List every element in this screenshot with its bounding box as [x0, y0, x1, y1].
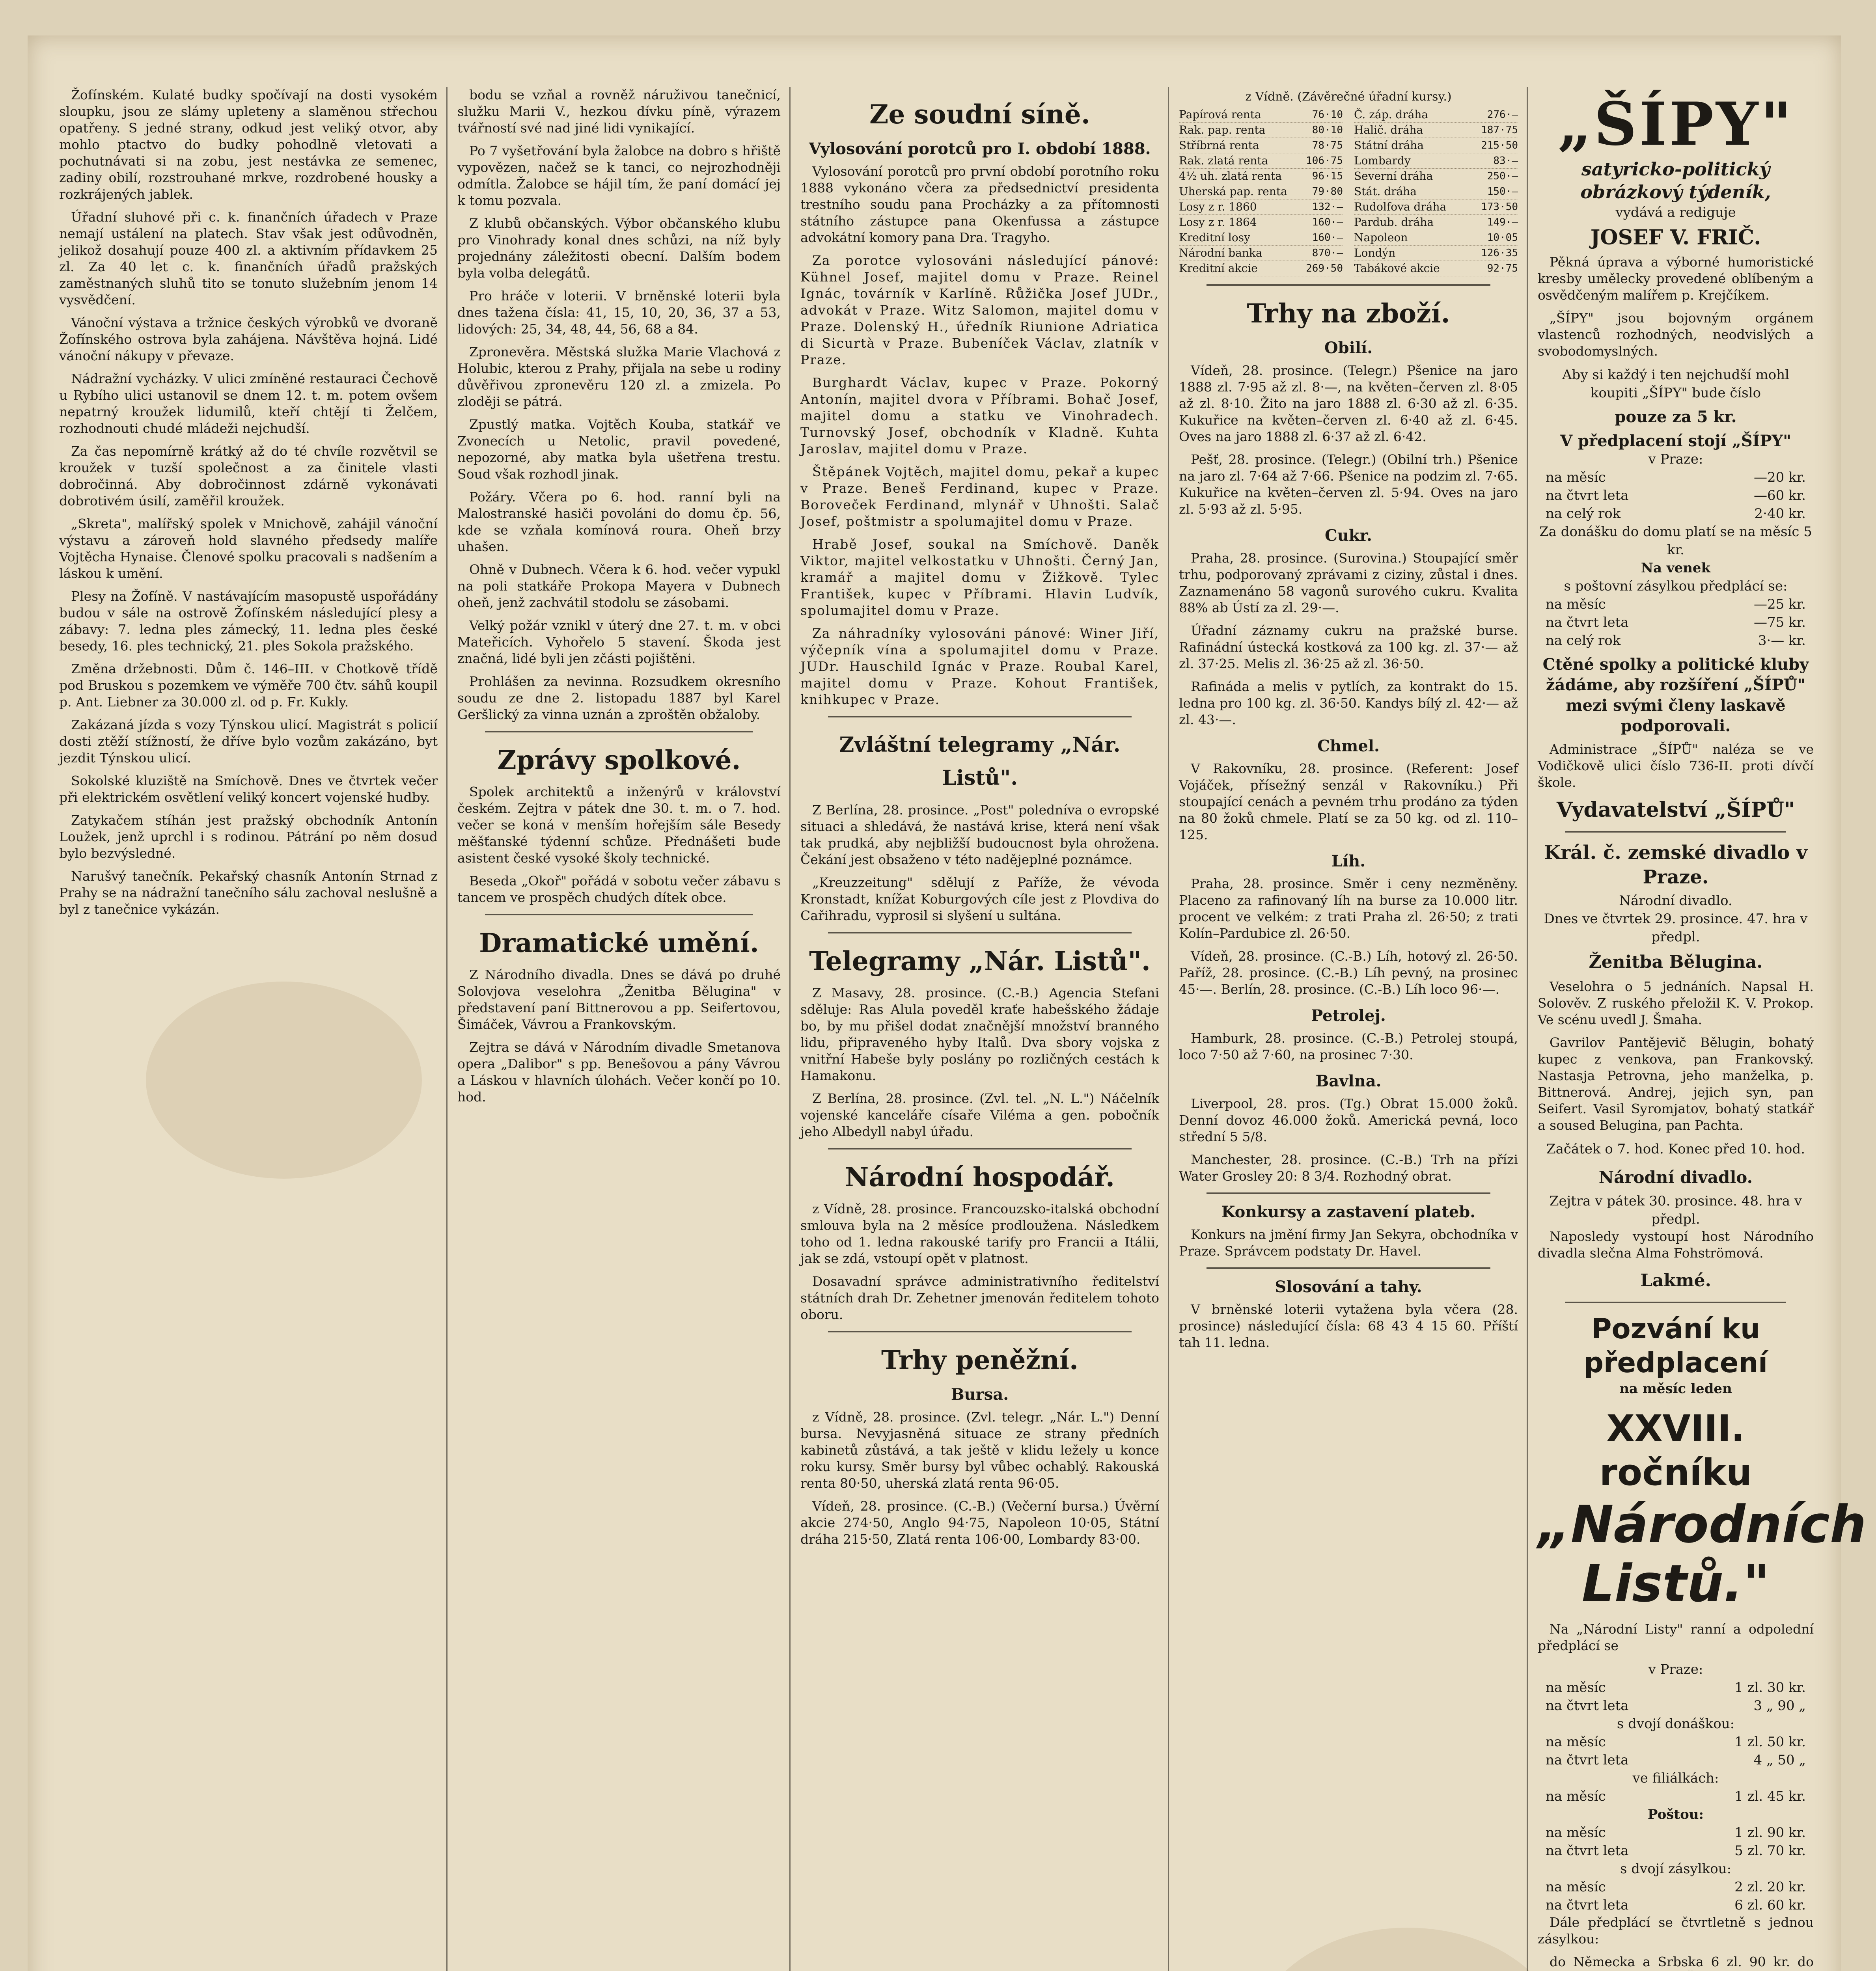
section-title-hospodar: Národní hospodář. [845, 1162, 1115, 1192]
article-subtitle: Petrolej. [1311, 1006, 1386, 1025]
subscribe-note: do Německa a Srbska 6 zl. 90 kr. do [1550, 1954, 1814, 1969]
article-paragraph: Pro hráče v loterii. V brněnské loterii byla dnes tažena čísla: 41, 15, 10, 20, 36, 37 a 53, lidových: 25, 34, 48, 44, 56, 68 a 84. [457, 288, 781, 337]
play-info: Veselohra o 5 jednáních. Napsal H. Solověv. Z ruského přeložil K. V. Prokop. Ve scénu uvedl J. Šmaha. [1538, 979, 1814, 1027]
rate-value: 173·50 [1481, 201, 1518, 213]
price-period: na celý rok [1546, 633, 1621, 648]
ad-paragraph: Pěkná úprava a výborné humoristické kresby umělecky provedené oblíbeným a osvědčeným malířem p. Krejčíkem. [1538, 254, 1814, 303]
section-title-telegramy: Telegramy „Nár. Listů". [809, 946, 1151, 976]
price-amount: 6 zl. 60 kr. [1734, 1897, 1806, 1913]
article-paragraph: z Vídně, 28. prosince. Francouzsko-italská obchodní smlouva byla na 2 měsíce prodloužena. Následkem toho od 1. ledna rakouské tarify pro Francii a Itálii, jak se zdá, vstoupí opět v platnost. [800, 1201, 1159, 1266]
section-divider [1565, 1302, 1786, 1303]
delivery-note: Za donášku do domu platí se na měsíc 5 kr. [1539, 524, 1812, 558]
article-subtitle: Bursa. [951, 1385, 1009, 1404]
subscribe-location: Na venek [1641, 560, 1711, 576]
section-divider [1565, 831, 1786, 833]
price-period: na měsíc [1546, 1879, 1606, 1895]
rate-row [1179, 215, 1343, 230]
rate-value: 870·— [1312, 247, 1343, 259]
price-period: na měsíc [1546, 1788, 1606, 1804]
subscribe-heading: V předplacení stojí „ŠÍPY" [1560, 432, 1791, 450]
column-5-ads [1538, 87, 1867, 1971]
column-rule [446, 87, 448, 1971]
article-paragraph: Pešť, 28. prosince. (Telegr.) (Obilní trh.) Pšenice na jaro zl. 7·64 až 7·66. Pšenice na podzim zl. 7·65. Kukuřice na květen–červen zl. 5·94. Oves na jaro zl. 5·93 až zl. 5·95. [1179, 452, 1518, 517]
price-period: na čtvrt leta [1546, 1897, 1629, 1913]
publisher-name: JOSEF V. FRIČ. [1590, 225, 1761, 250]
section-divider [828, 1331, 1132, 1332]
rate-label: Stát. dráha [1354, 185, 1417, 198]
rate-value: 215·50 [1481, 140, 1518, 151]
article-paragraph: Konkurs na jmění firmy Jan Sekyra, obchodníka v Praze. Správcem podstaty Dr. Havel. [1179, 1227, 1518, 1259]
rate-value: 79·80 [1312, 186, 1343, 197]
play-title: Ženitba Bělugina. [1589, 952, 1763, 972]
rate-row [1179, 169, 1343, 184]
article-paragraph: Zpronevěra. Městská služka Marie Vlachová z Holubic, kterou z Prahy, přijala na sebe u rodiny důvěřivou zpronevěru 120 zl. a zmizela. Po zloději se pátrá. [457, 344, 781, 409]
subscribe-note: Dále předplácí se čtvrtletně s jednou zásylkou: [1538, 1915, 1814, 1947]
rate-row [1354, 230, 1518, 246]
rate-row [1354, 261, 1518, 276]
article-paragraph: Vídeň, 28. prosince. (C.-B.) (Večerní bursa.) Úvěrní akcie 274·50, Anglo 94·75, Napoleon 10·05, Státní dráha 215·50, Zlatá renta 106·00, Lombardy 83·00. [800, 1498, 1159, 1547]
price-row [1538, 1697, 1814, 1715]
subscribe-location: ve filiálkách: [1632, 1770, 1719, 1786]
section-title-trhy-zbozi: Trhy na zboží. [1247, 298, 1450, 329]
rate-value: 126·35 [1481, 247, 1518, 259]
subscribe-note: s poštovní zásylkou předplácí se: [1564, 578, 1788, 594]
article-paragraph: Nádražní vycházky. V ulici zmíněné restauraci Čechově u Rybího ulici ustanovil se dnem 12. t. m. potem ovšem nepatrný kroužek lidumilů, kteří chtějí ti Želčem, rozhodnouti chudé mládeži nejchudší. [59, 371, 438, 436]
rate-label: Rudolfova dráha [1354, 200, 1447, 213]
section-title-soudni: Ze soudní síně. [869, 99, 1090, 130]
rate-label: Státní dráha [1354, 139, 1424, 152]
article-paragraph: Úřadní sluhové při c. k. finančních úřadech v Praze nemají ustálení na platech. Stav však jest odůvodněn, jelikož dosahují pouze 400 zl. a aktivním přídavkem 25 zl. Za 40 let c. k. finančních úřadů pražských zaměstnaných sluhů tito se tonuto služebním jenom 14 vysvědčení. [59, 209, 438, 307]
rate-value: 150·— [1487, 186, 1518, 197]
section-divider [828, 932, 1132, 933]
rate-value: 269·50 [1306, 263, 1343, 274]
rate-row [1179, 153, 1343, 169]
play-info: Naposledy vystoupí host Národního divadla slečna Alma Fohströmová. [1538, 1229, 1814, 1261]
price-row [1538, 613, 1814, 632]
article-paragraph: Prohlášen za nevinna. Rozsudkem okresního soudu ze dne 2. listopadu 1887 byl Karel Geršlický za vinna uznán a zproštěn obžaloby. [457, 674, 781, 722]
article-paragraph: Požáry. Včera po 6. hod. ranní byli na Malostranské hasiči povoláni do domu čp. 56, kde se vzňala komínová roura. Oheň brzy uhašen. [457, 489, 781, 554]
ad-paragraph: Administrace „ŠÍPŮ" naléza se ve Vodičkově ulici číslo 736-II. proti dívčí škole. [1538, 741, 1814, 790]
rate-label: Losy z r. 1864 [1179, 216, 1257, 229]
price-amount: 2 zl. 20 kr. [1734, 1879, 1806, 1895]
rate-value: 80·10 [1312, 124, 1343, 136]
price-row [1538, 486, 1814, 505]
price-period: na měsíc [1546, 1825, 1606, 1841]
price-amount: 3·— kr. [1758, 633, 1806, 648]
rate-value: 83·— [1493, 155, 1518, 167]
section-divider [1207, 284, 1490, 286]
price-amount: —25 kr. [1754, 596, 1806, 612]
rate-row [1354, 138, 1518, 153]
article-paragraph: Burghardt Václav, kupec v Praze. Pokorný Antonín, majitel dvora v Příbrami. Bohač Josef, majitel domu a statku ve Vinohradech. Turnovský Josef, obchodník v Kladně. Kuhta Jaroslav, majitel domu v Praze. [800, 375, 1159, 456]
article-paragraph: Praha, 28. prosince. Směr i ceny nezměněny. Placeno za rafinovaný líh na burse za 10.000 litr. procent ve velkém: z trati Praha zl. 26·50; z trati Kolín–Pardubice zl. 26·50. [1179, 876, 1518, 941]
promo-text: Aby si každý i ten nejchudší mohl koupiti „ŠÍPY" bude číslo [1562, 367, 1789, 401]
article-paragraph: Praha, 28. prosince. (Surovina.) Stoupající směr trhu, podporovaný zprávami z ciziny, zůstal i dnes. Zaznamenáno 58 vagonů surového cukru. Kvalita 88% ab Ústí za zl. 29·—. [1179, 550, 1518, 615]
rate-value: 106·75 [1306, 155, 1343, 167]
invite-heading: Pozvání ku předplacení [1583, 1313, 1768, 1379]
section-divider [828, 1148, 1132, 1149]
article-paragraph: Sokolské kluziště na Smíchově. Dnes ve čtvrtek večer při elektrickém osvětlení veliký koncert vojenské hudby. [59, 773, 438, 805]
rate-label: Lombardy [1354, 154, 1411, 167]
subscribe-location: s dvojí zásylkou: [1620, 1861, 1732, 1877]
section-title-zvlastni-telegramy: Zvláštní telegramy „Nár. Listů". [839, 733, 1121, 790]
section-divider [828, 716, 1132, 717]
theatre-title: Národní divadlo. [1598, 1168, 1753, 1187]
subscribe-note: Na „Národní Listy" ranní a odpolední předplácí se [1538, 1621, 1814, 1653]
article-subtitle: Konkursy a zastavení plateb. [1221, 1203, 1476, 1221]
price-period: na čtvrt leta [1546, 488, 1629, 503]
price-amount: 1 zl. 50 kr. [1734, 1734, 1806, 1750]
article-paragraph: Z Berlína, 28. prosince. „Post" poledníva o evropské situaci a shledává, že nastává krise, která není však tak prudká, aby nejbližší budoucnost byla ohrožena. Čekání jest obsaženo v této nadějeplné poznámce. [800, 802, 1159, 867]
invite-volume: XXVIII. ročníku [1599, 1407, 1752, 1494]
article-paragraph: Zakázaná jízda s vozy Týnskou ulicí. Magistrát s policií dosti ztěží stížností, že dříve bylo vozům zakázáno, byt jezdit Týnskou ulicí. [59, 717, 438, 766]
rate-label: Národní banka [1179, 246, 1262, 259]
price-row [1538, 505, 1814, 523]
section-title-trhy-penezni: Trhy peněžní. [881, 1345, 1079, 1375]
section-divider [1207, 1192, 1490, 1194]
rate-label: Kreditní losy [1179, 231, 1250, 244]
rate-row [1354, 123, 1518, 138]
price-row [1538, 1824, 1814, 1842]
price-amount: 1 zl. 30 kr. [1734, 1680, 1806, 1695]
price-period: na měsíc [1546, 469, 1606, 485]
article-paragraph: V brněnské loterii vytažena byla včera (28. prosince) následující čísla: 68 43 4 15 60. Příští tah 11. ledna. [1179, 1302, 1518, 1350]
price-amount: 3 „ 90 „ [1753, 1698, 1806, 1714]
column-4 [1179, 87, 1518, 1971]
price-row [1538, 1679, 1814, 1697]
price-row [1538, 1787, 1814, 1805]
theatre-subtitle: Národní divadlo. [1619, 893, 1732, 909]
invite-newspaper: „Národních Listů." [1538, 1494, 1867, 1613]
price-row [1538, 1842, 1814, 1860]
article-paragraph: Rafináda a melis v pytlích, za kontrakt do 15. ledna pro 100 kg. zl. 36·50. Kandys bílý zl. 42·— až zl. 43·—. [1179, 679, 1518, 727]
section-divider [1207, 1267, 1490, 1269]
article-paragraph: Po 7 vyšetřování byla žalobce na dobro s hřiště vypovězen, načež se k tanci, co nejrozhodněji odmítla. Žalobce se hájil tím, že paní domácí jej k tomu pozvala. [457, 143, 781, 208]
subscribe-location: v Praze: [1648, 1662, 1703, 1677]
rate-value: 76·10 [1312, 109, 1343, 121]
article-subtitle: Vylosování porotců pro I. období 1888. [809, 140, 1151, 158]
rate-value: 187·75 [1481, 124, 1518, 136]
price-list [1538, 595, 1814, 650]
article-paragraph: z Vídně, 28. prosince. (Zvl. telegr. „Nár. L.") Denní bursa. Nevyjasněná situace ze strany předních kabinetů zůstává, a tak ještě v klidu ležely u konce roku kursy. Směr bursy byl vůbec ochablý. Rakouská renta 80·50, uherská zlatá renta 96·05. [800, 1409, 1159, 1491]
article-paragraph: Hrabě Josef, soukal na Smíchově. Daněk Viktor, majitel velkostatku v Uhnošti. Černý Jan, kramář a majitel domu v Žižkově. Tylec František, kupec v Příbrami. Hlavin Ludvík, spolumajitel domu v Praze. [800, 537, 1159, 618]
rate-value: 160·— [1312, 216, 1343, 228]
article-paragraph: Za náhradníky vylosováni pánové: Winer Jiří, výčepník vína a spolumajitel domu v Praze. JUDr. Hauschild Ignác v Praze. Roubal Karel, majitel domu v Praze. Kohout František, knihkupec v Praze. [800, 626, 1159, 707]
theatre-times: Začátek o 7. hod. Konec před 10. hod. [1546, 1141, 1805, 1157]
publisher-footer: Vydavatelství „ŠÍPŮ" [1557, 798, 1795, 822]
article-paragraph: bodu se vzňal a rovněž náruživou tanečnicí, služku Marii V., hezkou dívku píně, výrazem tvářností své nad jiné lidi vynikající. [457, 87, 781, 136]
rate-row [1179, 230, 1343, 246]
article-paragraph: Za porotce vylosováni následující pánové: Kühnel Josef, majitel domu v Praze. Reinel Ignác, továrník v Karlíně. Růžička Josef JUDr., advokát v Praze. Witz Salomon, majitel domu v Praze. Dolenský H., úředník Riunione Adriatica di Sicurtà v Praze. Bubeníček Václav, zlatník v Praze. [800, 253, 1159, 367]
play-cast: Gavrilov Pantějevič Bělugin, bohatý kupec z venkova, pan Frankovský. Nastasja Petrovna, jeho manželka, p. Bittnerová. Andrej, jejich syn, pan Seifert. Vasil Syromjatov, bohatý statkář a soused Belugina, pan Pachta. [1538, 1035, 1814, 1133]
price-period: na čtvrt leta [1546, 1752, 1629, 1768]
rate-label: Severní dráha [1354, 170, 1433, 183]
article-paragraph: Spolek architektů a inženýrů v království českém. Zejtra v pátek dne 30. t. m. o 7. hod. večer se koná v menším hořejším sále Besedy měšťanské týdenní schůze. Přednášeti bude asistent české vysoké školy technické. [457, 784, 781, 866]
article-paragraph: V Rakovníku, 28. prosince. (Referent: Josef Vojáček, přísežný senzál v Rakovníku.) Při stoupající cenách a pevném trhu prodáno za týden na 80 žoků chmele. Platí se za 50 kg. od zl. 110–125. [1179, 761, 1518, 842]
article-paragraph: Narušvý tanečník. Pekařský chasník Antonín Strnad z Prahy se na nádražní tanečního sálu zachoval neslušně a byl z tanečnice vykázán. [59, 868, 438, 917]
price-period: na celý rok [1546, 506, 1621, 522]
article-paragraph: Manchester, 28. prosince. (C.-B.) Trh na přízi Water Grosley 20: 8 3/4. Rozhodný obrat. [1179, 1152, 1518, 1184]
rate-row [1354, 184, 1518, 199]
rate-row [1179, 123, 1343, 138]
article-paragraph: Změna držebnosti. Dům č. 146–III. v Chotkově třídě pod Bruskou s pozemkem ve výměře 700 čtv. sáhů koupil p. Ant. Liebner za 30.000 zl. od p. Fr. Kukly. [59, 661, 438, 710]
article-paragraph: Žofínském. Kulaté budky spočívají na dosti vysokém sloupku, jsou ze slámy upleteny a slaměnou střechou opatřeny. S jedné strany, odkud jest veliký otvor, aby mohlo ptactvo do budky pohodlně vletovati a pochutnávati si na zobu, jest nestávka ze semenec, zadiny obilí, rozstrouhané mrkve, rozdrobené housky a rozkrájených jablek. [59, 87, 438, 202]
column-rule [1168, 87, 1169, 1971]
article-paragraph: Vídeň, 28. prosince. (C.-B.) Líh, hotový zl. 26·50. Paříž, 28. prosince. (C.-B.) Líh pevný, na prosinec 45·—. Berlín, 28. prosince. (C.-B.) Líh loco 96·—. [1179, 948, 1518, 997]
subscribe-location: v Praze: [1648, 451, 1703, 467]
section-title-dramaticke: Dramatické umění. [479, 928, 759, 958]
rate-label: Č. záp. dráha [1354, 108, 1428, 121]
rate-label: Losy z r. 1860 [1179, 200, 1257, 213]
sipy-tagline: satyricko-politický obrázkový týdeník, [1580, 158, 1771, 203]
article-paragraph: Z Národního divadla. Dnes se dává po druhé Solovjova veselohra „Ženitba Bělugina" v představení paní Bittnerovou a pp. Seifertovou, Šimáček, Vávrou a Frankovským. [457, 967, 781, 1032]
rate-label: Londýn [1354, 246, 1396, 259]
price-amount: 1 zl. 45 kr. [1734, 1788, 1806, 1804]
sipy-masthead: „ŠÍPY" [1557, 89, 1794, 159]
subscribe-location: Poštou: [1647, 1807, 1704, 1822]
price-list [1538, 1733, 1814, 1769]
subscribe-location: s dvojí donáškou: [1617, 1716, 1735, 1732]
price-list [1538, 1824, 1814, 1860]
rate-label: Rak. pap. renta [1179, 123, 1266, 136]
article-paragraph: Zatykačem stíhán jest pražský obchodník Antonín Loužek, jenž uprchl i s rodinou. Pátrání po něm dosud bylo bezvýsledné. [59, 812, 438, 861]
rate-row [1354, 199, 1518, 215]
article-paragraph: Z klubů občanských. Výbor občanského klubu pro Vinohrady konal dnes schůzi, na níž byly projednány záležitosti obecní. Dalším bodem byla volba delegátů. [457, 216, 781, 281]
rate-row [1354, 246, 1518, 261]
price-period: na čtvrt leta [1546, 1698, 1629, 1714]
rate-row [1179, 184, 1343, 199]
price-period: na čtvrt leta [1546, 615, 1629, 630]
article-paragraph: Plesy na Žofíně. V nastávajícím masopustě uspořádány budou v sále na ostrově Žofínském následující plesy a zábavy: 7. ledna ples zámecký, 11. ledna ples české besedy, 16. ples technický, 21. ples Sokola pražského. [59, 589, 438, 654]
rate-row [1179, 107, 1343, 123]
article-paragraph: Z Masavy, 28. prosince. (C.-B.) Agencia Stefani sděluje: Ras Alula poveděl kraťe habešského žádaje bo, by mu přišel dodat značnější množství branného lidu, připraveného hyby Italů. Dva sbory vojska z vnitřní Habeše byly poslány po rozličných cestách k Hamakonu. [800, 985, 1159, 1083]
rate-row [1354, 215, 1518, 230]
article-paragraph: Úřadní záznamy cukru na pražské burse. Rafinádní ústecká kostková za 100 kg. zl. 37·— až zl. 37·25. Melis zl. 36·25 až zl. 36·50. [1179, 623, 1518, 671]
price-row [1538, 1733, 1814, 1751]
article-subtitle: Cukr. [1325, 526, 1372, 545]
rate-label: Rak. zlatá renta [1179, 154, 1268, 167]
price-amount: —60 kr. [1754, 488, 1806, 503]
rate-label: Uherská pap. renta [1179, 185, 1287, 198]
price-amount: 2·40 kr. [1754, 506, 1806, 522]
rate-label: Stříbrná renta [1179, 139, 1259, 152]
article-paragraph: Dosavadní správce administrativního ředitelství státních drah Dr. Zehetner jmenován ředitelem tohoto oboru. [800, 1274, 1159, 1322]
article-paragraph: Vylosování porotců pro první období porotního roku 1888 vykonáno včera za předsednictví presidenta trestního soudu pana Procházky a za přítomnosti státního zástupce pana Okenfussa a zástupce advokátní komory pana Dra. Tragyho. [800, 164, 1159, 245]
theatre-title: Král. č. zemské divadlo v Praze. [1544, 842, 1807, 888]
price-period: na měsíc [1546, 1680, 1606, 1695]
rate-value: 92·75 [1487, 263, 1518, 274]
rate-value: 78·75 [1312, 140, 1343, 151]
price-amount: 1 zl. 90 kr. [1734, 1825, 1806, 1841]
rate-label: Kreditní akcie [1179, 262, 1258, 275]
play-title: Lakmé. [1640, 1271, 1711, 1291]
column-rule [789, 87, 791, 1971]
theatre-date: Dnes ve čtvrtek 29. prosince. 47. hra v předpl. [1544, 911, 1808, 945]
section-title-spolkove: Zprávy spolkové. [497, 745, 741, 775]
price-row [1538, 632, 1814, 650]
column-2 [457, 87, 781, 1971]
column-3 [800, 87, 1159, 1971]
rate-label: Napoleon [1354, 231, 1408, 244]
rate-value: 96·15 [1312, 170, 1343, 182]
ad-paragraph: „ŠÍPY" jsou bojovným orgánem vlastenců rozhodných, neodvislých a svobodomyslných. [1538, 310, 1814, 359]
article-paragraph: Hamburk, 28. prosince. (C.-B.) Petrolej stoupá, loco 7·50 až 7·60, na prosinec 7·30. [1179, 1030, 1518, 1062]
price-amount: —20 kr. [1754, 469, 1806, 485]
newspaper-page [28, 35, 1867, 1971]
rate-value: 160·— [1312, 232, 1343, 244]
price-amount: 5 zl. 70 kr. [1734, 1843, 1806, 1859]
price-row [1538, 1878, 1814, 1896]
article-subtitle: Chmel. [1317, 737, 1380, 755]
exchange-rates-table [1179, 107, 1518, 276]
promo-price: pouze za 5 kr. [1615, 408, 1737, 426]
rate-value: 250·— [1487, 170, 1518, 182]
invite-month: na měsíc leden [1619, 1381, 1732, 1397]
rate-label: Pardub. dráha [1354, 216, 1434, 229]
rate-label: 4½ uh. zlatá renta [1179, 170, 1282, 183]
article-paragraph: Za čas nepomírně krátký až do té chvíle rozvětvil se kroužek v tuzší společnost a za činitele vlasti dobročinná. Aby dobročinnost zdárně vykonávati dobrotivém úsilí, zaměřil kroužek. [59, 443, 438, 509]
request-note: Ctěné spolky a politické kluby žádáme, aby rozšíření „ŠÍPŮ" mezi svými členy laskavě podporovali. [1542, 655, 1809, 735]
rate-row [1354, 153, 1518, 169]
article-paragraph: Zpustlý matka. Vojtěch Kouba, statkář ve Zvonecích u Netolic, pravil povedené, nepozorné, aby matka byla ušetřena trestu. Soud však rozhodl jinak. [457, 417, 781, 482]
price-amount: 4 „ 50 „ [1753, 1752, 1806, 1768]
article-paragraph: Vídeň, 28. prosince. (Telegr.) Pšenice na jaro 1888 zl. 7·95 až zl. 8·—, na květen–červen zl. 8·05 až zl. 8·10. Žito na jaro 1888 zl. 6·30 až zl. 6·35. Kukuřice na květen–červen zl. 6·40 až zl. 6·45. Oves na jaro 1888 zl. 6·37 až zl. 6·42. [1179, 363, 1518, 444]
section-divider [485, 731, 753, 732]
price-list [1538, 1787, 1814, 1805]
rate-value: 132·— [1312, 201, 1343, 213]
article-paragraph: Ohně v Dubnech. Včera k 6. hod. večer vypukl na poli statkáře Prokopa Mayera v Dubnech oheň, jenž zachvátil stodolu se zásobami. [457, 562, 781, 610]
price-row [1538, 1896, 1814, 1914]
article-paragraph: Zejtra se dává v Národním divadle Smetanova opera „Dalibor" s pp. Benešovou a pány Vávrou a Láskou v hlavních úlohách. Večer končí po 10. hod. [457, 1040, 781, 1105]
article-subtitle: Slosování a tahy. [1275, 1278, 1422, 1296]
price-list [1538, 1679, 1814, 1715]
rate-label: Papírová renta [1179, 108, 1261, 121]
column-rule [1527, 87, 1528, 1971]
price-list [1538, 468, 1814, 523]
rate-row [1179, 199, 1343, 215]
price-period: na měsíc [1546, 1734, 1606, 1750]
rates-heading: z Vídně. (Závěrečné úřadní kursy.) [1245, 90, 1452, 104]
rate-row [1179, 246, 1343, 261]
price-row [1538, 1751, 1814, 1769]
article-paragraph: Beseda „Okoř" pořádá v sobotu večer zábavu s tancem ve prospěch chudých dítek obce. [457, 873, 781, 905]
column-1 [59, 87, 438, 1971]
rate-value: 10·05 [1487, 232, 1518, 244]
price-list [1538, 1878, 1814, 1914]
article-paragraph: Liverpool, 28. pros. (Tg.) Obrat 15.000 žoků. Denní dovoz 46.000 žoků. Americká pevná, loco střední 5 5/8. [1179, 1096, 1518, 1144]
rate-row [1354, 169, 1518, 184]
rate-row [1179, 261, 1343, 276]
price-period: na měsíc [1546, 596, 1606, 612]
price-row [1538, 595, 1814, 613]
article-subtitle: Obilí. [1324, 339, 1373, 357]
price-period: na čtvrt leta [1546, 1843, 1629, 1859]
rate-label: Tabákové akcie [1354, 262, 1440, 275]
price-amount: —75 kr. [1754, 615, 1806, 630]
article-paragraph: „Skreta", malířský spolek v Mnichově, zahájil vánoční výstavu a zároveň hold slavného předsedy malíře Vojtěcha Hynaise. Členové spolku pracovali s nadšením a láskou k umění. [59, 516, 438, 581]
publisher-line: vydává a rediguje [1615, 205, 1736, 220]
article-subtitle: Líh. [1331, 852, 1366, 870]
article-paragraph: Vánoční výstava a tržnice českých výrobků ve dvoraně Žofínského ostrova byla zahájena. Návštěva hojná. Lidé vánoční nákupy v převaze. [59, 315, 438, 363]
rate-row [1179, 138, 1343, 153]
theatre-date: Zejtra v pátek 30. prosince. 48. hra v předpl. [1549, 1193, 1802, 1227]
article-paragraph: Štěpánek Vojtěch, majitel domu, pekař a kupec v Praze. Beneš Ferdinand, kupec v Praze. Boroveček Ferdinand, mlynář v Uhnošti. Salač Josef, poštmistr a spolumajitel domu v Praze. [800, 464, 1159, 529]
article-subtitle: Bavlna. [1315, 1072, 1382, 1090]
section-divider [485, 914, 753, 915]
rate-value: 276·— [1487, 109, 1518, 121]
rate-label: Halič. dráha [1354, 123, 1423, 136]
article-paragraph: „Kreuzzeitung" sdělují z Paříže, že vévoda Kronstadt, knížat Koburgových cíle jest z Plovdiva do Cařihradu, vyprosil si slyšení u sultána. [800, 875, 1159, 923]
rate-row [1354, 107, 1518, 123]
article-paragraph: Z Berlína, 28. prosince. (Zvl. tel. „N. L.") Náčelník vojenské kanceláře císaře Viléma a gen. pobočník jeho Albedyll nabyl úřadu. [800, 1091, 1159, 1139]
price-row [1538, 468, 1814, 486]
article-paragraph: Velký požár vznikl v úterý dne 27. t. m. v obci Mateřicích. Vyhořelo 5 stavení. Škoda jest značná, lidé byli jen zčásti pojištěni. [457, 618, 781, 666]
rate-value: 149·— [1487, 216, 1518, 228]
